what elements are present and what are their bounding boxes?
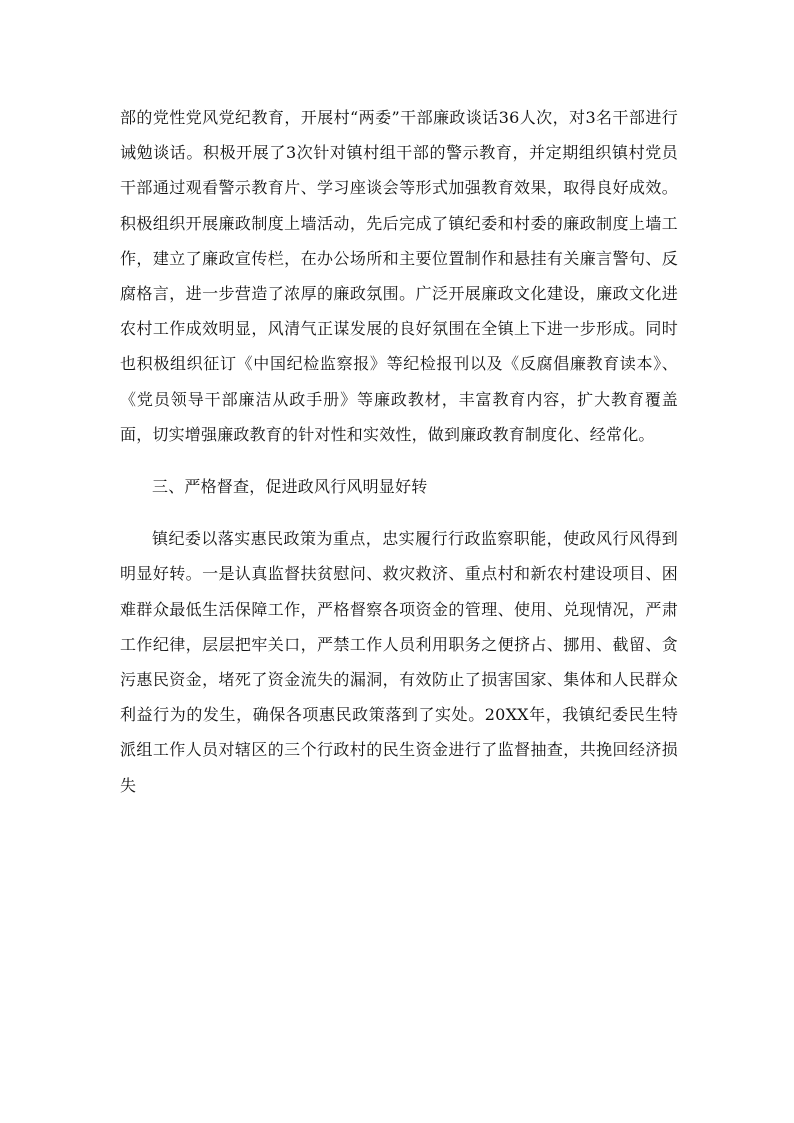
paragraph-education: 部的党性党风党纪教育，开展村“两委”干部廉政谈话36人次，对3名干部进行诫勉谈话。积极开展了3次针对镇村组干部的警示教育，并定期组织镇村党员干部通过观看警示教育片、学习座谈会等形式加强教育效果，取得良好成效。积极组织开展廉政制度上墙活动，先后完成了镇纪委和村委的廉政制度上墙工作，建立了廉政宣传栏，在办公场所和主要位置制作和悬挂有关廉言警句、反腐格言，进一步营造了浓厚的廉政氛围。广泛开展廉政文化建设，廉政文化进农村工作成效明显，风清气正谋发展的良好氛围在全镇上下进一步形成。同时也积极组织征订《中国纪检监察报》等纪检报刊以及《反腐倡廉教育读本》、《党员领导干部廉洁从政手册》等廉政教材，丰富教育内容，扩大教育覆盖面，切实增强廉政教育的针对性和实效性，做到廉政教育制度化、经常化。 [120,108,678,444]
paragraph-gap [120,452,678,469]
paragraph-gap [120,504,678,521]
section-heading: 三、严格督查，促进政风行风明显好转 [152,477,428,497]
paragraph-supervision: 镇纪委以落实惠民政策为重点，忠实履行行政监察职能，使政风行风得到明显好转。一是认真监督扶贫慰问、救灾救济、重点村和新农村建设项目、困难群众最低生活保障工作，严格督察各项资金的管理、使用、兑现情况，严肃工作纪律，层层把牢关口，严禁工作人员利用职务之便挤占、挪用、截留、贪污惠民资金，堵死了资金流失的漏洞，有效防止了损害国家、集体和人民群众利益行为的发生，确保各项惠民政策落到了实处。20XX年，我镇纪委民生特派组工作人员对辖区的三个行政村的民生资金进行了监督抽查，共挽回经济损失 [120,529,678,795]
document-body [120,100,678,803]
